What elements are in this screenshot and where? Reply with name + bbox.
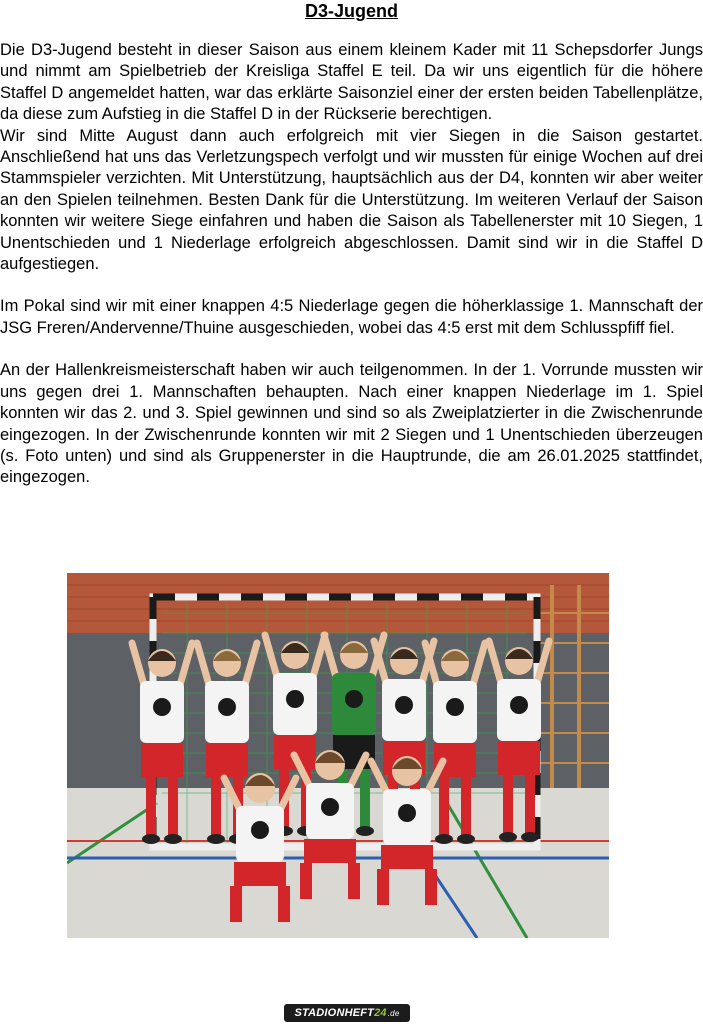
stadionheft-logo: [284, 1004, 410, 1022]
team-photo-illustration: [67, 573, 609, 938]
paragraph-cup: Im Pokal sind wir mit einer knappen 4:5 Niederlage gegen die höherklassige 1. Mannschaft der JSG Freren/Andervenne/Thuine ausgeschieden, wobei das 4:5 erst mit dem Schlusspfiff fiel.: [0, 297, 703, 337]
brick-wall: [67, 573, 609, 633]
logo-main: STADIONHEFT: [294, 1007, 375, 1019]
page-title: D3-Jugend: [304, 1, 398, 21]
logo-accent: 24: [374, 1007, 387, 1019]
logo-tld: .de: [387, 1008, 400, 1018]
paragraph-indoor: An der Hallenkreismeisterschaft haben wir auch teilgenommen. In der 1. Vorrunde mussten wir uns gegen drei 1. Mannschaften behaupten. Nach einer knappen Niederlage im 1. Spiel konnten wir das 2. und 3. Spiel gewinnen und sind so als Zweiplatzierter in die Zwischenrunde eingezogen. In der Zwischenrunde konnten wir mit 2 Siegen und 1 Unentschieden überzeugen (s. Foto unten) und sind als Gruppenerster in die Hauptrunde, die am 26.01.2025 stattfindet, eingezogen.: [0, 361, 703, 487]
paragraph-season: Wir sind Mitte August dann auch erfolgreich mit vier Siegen in die Saison gestartet. Anschließend hat uns das Verletzungspech verfolgt und wir mussten für einige Wochen auf drei Stammspieler verzichten. Mit Unterstützung, hauptsächlich aus der D4, konnten wir aber weiter an den Spielen teilnehmen. Besten Dank für die Unterstützung. Im weiteren Verlauf der Saison konnten wir weitere Siege einfahren und haben die Saison als Tabellenerster mit 10 Siegen, 1 Unentschieden und 1 Niederlage erfolgreich abgeschlossen. Damit sind wir in die Staffel D aufgestiegen.: [0, 126, 703, 274]
team-photo: [67, 573, 609, 938]
article-body: [0, 40, 703, 489]
paragraph-intro: Die D3-Jugend besteht in dieser Saison aus einem kleinem Kader mit 11 Schepsdorfer Jungs und nimmt am Spielbetrieb der Kreisliga Staffel E teil. Da wir uns eigentlich für die höhere Staffel D angemeldet hatten, war das erklärte Saisonziel einer der ersten beiden Tabellenplätze, da diese zum Aufstieg in die Staffel D in der Rückserie berechtigen.: [0, 41, 703, 124]
